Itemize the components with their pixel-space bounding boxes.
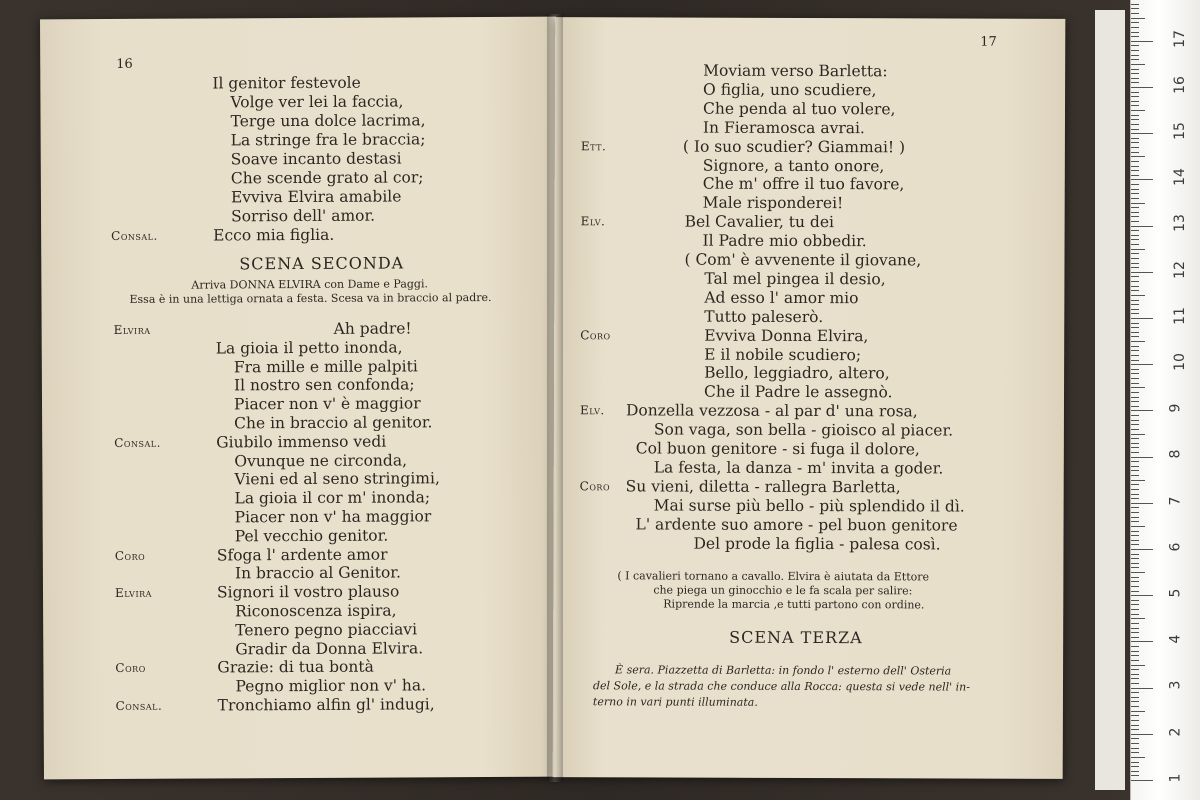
ruler-tick xyxy=(1131,323,1139,324)
verse-line: Riconoscenza ispira, xyxy=(235,601,397,621)
ruler-tick xyxy=(1131,383,1139,384)
ruler-tick xyxy=(1131,674,1139,675)
verse-line: Mai surse più bello - più splendido il dì. xyxy=(653,496,965,516)
ruler-tick xyxy=(1131,424,1139,425)
ruler-tick xyxy=(1131,748,1139,749)
ruler-number: 13 xyxy=(1171,214,1188,233)
ruler-tick xyxy=(1131,660,1139,661)
verse-line: Soave incanto destasi xyxy=(230,149,402,169)
ruler-tick xyxy=(1131,360,1139,361)
verse-line: La festa, la danza - m' invita a goder. xyxy=(653,458,944,478)
verse-line: Che scende grato al cor; xyxy=(230,168,424,188)
ruler-tick xyxy=(1131,336,1139,337)
ruler-tick xyxy=(1131,604,1139,605)
stage-direction: Riprende la marcia ,e tutti partono con ordine. xyxy=(663,597,925,612)
ruler-tick xyxy=(1131,600,1139,601)
verse-line: ( Com' è avvenente il giovane, xyxy=(684,250,922,270)
ruler-number: 8 xyxy=(1167,449,1184,459)
ruler-tick xyxy=(1131,692,1139,693)
ruler-tick xyxy=(1131,216,1139,217)
left-page xyxy=(40,17,560,780)
ruler-tick xyxy=(1131,244,1139,245)
ruler-tick xyxy=(1131,142,1139,143)
verse-line: Su vieni, diletta - rallegra Barletta, xyxy=(625,477,901,497)
ruler-tick xyxy=(1131,59,1139,60)
ruler-tick xyxy=(1131,267,1139,268)
ruler-tick xyxy=(1131,706,1139,707)
ruler-tick xyxy=(1131,591,1139,592)
ruler-tick xyxy=(1131,651,1139,652)
verse-line: Evviva Elvira amabile xyxy=(230,187,402,207)
ruler-tick xyxy=(1131,189,1139,190)
verse-line: Vieni ed al seno stringimi, xyxy=(234,469,440,489)
verse-line: Signori il vostro plauso xyxy=(216,582,400,602)
verse-line: Tutto paleserò. xyxy=(704,307,824,326)
ruler-tick xyxy=(1131,133,1153,134)
ruler-tick xyxy=(1131,614,1139,615)
setting-description: del Sole, e la strada che conduce alla Rocca: questa si vede nell' in- xyxy=(592,679,971,694)
ruler-tick xyxy=(1131,775,1139,776)
ruler-number: 4 xyxy=(1167,634,1184,644)
ruler-tick xyxy=(1131,549,1153,550)
ruler-tick xyxy=(1131,286,1139,287)
ruler-tick xyxy=(1131,577,1139,578)
verse-line: Del prode la figlia - palesa così. xyxy=(693,534,941,553)
ruler-tick xyxy=(1131,563,1139,564)
ruler-tick xyxy=(1131,447,1139,448)
ruler-tick xyxy=(1131,623,1139,624)
page-number-left: 16 xyxy=(116,56,133,72)
stage-direction: Essa è in una lettiga ornata a festa. Scesa va in braccio al padre. xyxy=(129,290,492,306)
ruler-number: 17 xyxy=(1171,29,1188,48)
ruler-tick xyxy=(1131,406,1139,407)
ruler-tick xyxy=(1131,725,1139,726)
ruler-tick xyxy=(1131,669,1139,670)
verse-line: Tal mel pingea il desio, xyxy=(704,269,886,289)
verse-line: Che m' offre il tuo favore, xyxy=(702,175,905,194)
ruler-tick xyxy=(1131,397,1139,398)
ruler-tick xyxy=(1131,138,1139,139)
ruler-tick xyxy=(1131,641,1153,642)
ruler-tick xyxy=(1131,420,1139,421)
ruler-tick xyxy=(1131,78,1139,79)
ruler-tick xyxy=(1131,484,1139,485)
ruler-tick xyxy=(1131,540,1139,541)
speaker-label: Elvira xyxy=(113,322,151,337)
ruler-tick xyxy=(1131,646,1139,647)
ruler-tick xyxy=(1131,64,1145,65)
ruler-tick xyxy=(1131,295,1145,296)
page-number-right: 17 xyxy=(980,34,997,50)
ruler-tick xyxy=(1131,526,1145,527)
ruler-tick xyxy=(1131,69,1139,70)
verse-line: Che il Padre le assegnò. xyxy=(703,382,893,402)
ruler-tick xyxy=(1131,32,1139,33)
verse-line: E il nobile scudiero; xyxy=(704,345,862,364)
stage-direction: Arriva DONNA ELVIRA con Dame e Paggi. xyxy=(191,277,429,292)
ruler-tick xyxy=(1131,129,1139,130)
ruler-tick xyxy=(1131,780,1153,781)
ruler-tick xyxy=(1131,752,1139,753)
ruler-tick xyxy=(1131,105,1139,106)
verse-line: Pegno miglior non v' ha. xyxy=(235,676,427,696)
verse-line: Evviva Donna Elvira, xyxy=(704,326,869,345)
ruler-tick xyxy=(1131,665,1145,666)
ruler-tick xyxy=(1131,628,1139,629)
ruler-tick xyxy=(1131,637,1139,638)
verse-line: Grazie: di tua bontà xyxy=(217,658,374,677)
verse-line: In braccio al Genitor. xyxy=(234,563,401,583)
ruler-tick xyxy=(1131,110,1145,111)
verse-line: Piacer non v' è maggior xyxy=(233,394,421,414)
ruler-tick xyxy=(1131,392,1139,393)
ruler-tick xyxy=(1131,41,1153,42)
ruler-number: 14 xyxy=(1171,168,1188,187)
ruler-tick xyxy=(1131,119,1139,120)
ruler-tick xyxy=(1131,373,1139,374)
ruler-tick xyxy=(1131,470,1139,471)
ruler-tick xyxy=(1131,678,1139,679)
ruler-tick xyxy=(1131,489,1139,490)
ruler-tick xyxy=(1131,715,1139,716)
ruler-tick xyxy=(1131,429,1139,430)
ruler-tick xyxy=(1131,655,1139,656)
verse-line: Donzella vezzosa - al par d' una rosa, xyxy=(625,401,918,421)
verse-line: Il genitor festevole xyxy=(212,73,361,93)
ruler-tick xyxy=(1131,226,1153,227)
ruler-tick xyxy=(1131,364,1153,365)
ruler-tick xyxy=(1131,572,1145,573)
ruler-tick xyxy=(1131,378,1139,379)
ruler-tick xyxy=(1131,175,1139,176)
right-page xyxy=(553,17,1066,779)
ruler-tick xyxy=(1131,124,1139,125)
verse-line: Che penda al tuo volere, xyxy=(702,99,896,119)
verse-line: Volge ver lei la faccia, xyxy=(230,92,404,112)
setting-description: È sera. Piazzetta di Barletta: in fondo l' esterno dell' Osteria xyxy=(615,663,952,678)
verse-line: Male risponderei! xyxy=(702,193,844,213)
verse-line: Piacer non v' ha maggior xyxy=(234,507,432,527)
ruler-tick xyxy=(1131,609,1139,610)
ruler-tick xyxy=(1131,332,1139,333)
verse-line: Il nostro sen confonda; xyxy=(233,375,415,395)
ruler-tick xyxy=(1131,494,1139,495)
speaker-label: Elvira xyxy=(114,585,152,601)
ruler-number: 7 xyxy=(1167,496,1184,506)
ruler-tick xyxy=(1131,697,1139,698)
verse-line: Sorriso dell' amor. xyxy=(231,206,376,226)
measuring-ruler xyxy=(1130,0,1200,800)
ruler-tick xyxy=(1131,22,1139,23)
ruler-tick xyxy=(1131,401,1139,402)
stage-direction: ( I cavalieri tornano a cavallo. Elvira è aiutata da Ettore xyxy=(617,569,930,584)
ruler-tick xyxy=(1131,276,1139,277)
ruler-tick xyxy=(1131,198,1139,199)
verse-line: O figlia, uno scudiere, xyxy=(703,80,877,100)
ruler-tick xyxy=(1131,96,1139,97)
ruler-tick xyxy=(1131,258,1139,259)
ruler-tick xyxy=(1131,221,1139,222)
ruler-tick xyxy=(1131,13,1139,14)
ruler-tick xyxy=(1131,688,1153,689)
ruler-tick xyxy=(1131,115,1139,116)
ruler-tick xyxy=(1131,544,1139,545)
ruler-number: 10 xyxy=(1171,353,1188,371)
verse-line: Il Padre mio obbedir. xyxy=(702,231,867,251)
ruler-tick xyxy=(1131,152,1139,153)
ruler-tick xyxy=(1131,346,1139,347)
ruler-tick xyxy=(1131,170,1139,171)
ruler-tick xyxy=(1131,309,1139,310)
book-gutter xyxy=(547,14,563,782)
ruler-tick xyxy=(1131,166,1139,167)
ruler-tick xyxy=(1131,27,1139,28)
verse-line: Che in braccio al genitor. xyxy=(234,413,433,433)
ruler-tick xyxy=(1131,535,1139,536)
ruler-tick xyxy=(1131,87,1153,88)
verse-line: L' ardente suo amore - pel buon genitore xyxy=(635,514,958,535)
ruler-tick xyxy=(1131,184,1139,185)
ruler-tick xyxy=(1131,766,1139,767)
ruler-tick xyxy=(1131,341,1145,342)
verse-line: Gradir da Donna Elvira. xyxy=(235,638,424,658)
ruler-number: 16 xyxy=(1171,75,1188,94)
scene-heading: SCENA SECONDA xyxy=(239,253,405,274)
speaker-label: Coro xyxy=(114,548,146,563)
speaker-label: Ett. xyxy=(580,138,607,153)
ruler-tick xyxy=(1131,300,1139,301)
speaker-label: Elv. xyxy=(580,214,606,229)
ruler-tick xyxy=(1131,517,1139,518)
speaker-label: Coro xyxy=(115,661,146,676)
verse-line: Tronchiamo alfin gl' indugi, xyxy=(217,695,435,715)
ruler-number: 5 xyxy=(1167,588,1184,598)
verse-line: Tenero pegno piacciavi xyxy=(235,620,418,640)
ruler-tick xyxy=(1131,212,1139,213)
ruler-tick xyxy=(1131,101,1139,102)
ruler-number: 11 xyxy=(1171,306,1188,325)
verse-line: Moviam verso Barletta: xyxy=(703,61,888,81)
ruler-tick xyxy=(1131,503,1153,504)
verse-line: Ecco mia figlia. xyxy=(213,225,335,245)
verse-line: Pel vecchio genitor. xyxy=(234,526,389,546)
verse-line: Bello, leggiadro, altero, xyxy=(704,364,890,383)
ruler-tick xyxy=(1131,711,1145,712)
scene-heading: SCENA TERZA xyxy=(729,627,863,648)
ruler-tick xyxy=(1131,415,1139,416)
ruler-tick xyxy=(1131,304,1139,305)
ruler-tick xyxy=(1131,156,1145,157)
verse-line: ( Io suo scudier? Giammai! ) xyxy=(682,137,906,156)
ruler-tick xyxy=(1131,207,1139,208)
ruler-tick xyxy=(1131,272,1153,273)
ruler-tick xyxy=(1131,581,1139,582)
ruler-tick xyxy=(1131,290,1139,291)
ruler-tick xyxy=(1131,521,1139,522)
ruler-tick xyxy=(1131,771,1139,772)
ruler-tick xyxy=(1131,179,1153,180)
ruler-tick xyxy=(1131,762,1139,763)
verse-line: La stringe fra le braccia; xyxy=(230,130,426,150)
ruler-tick xyxy=(1131,729,1139,730)
setting-description: terno in vari punti illuminata. xyxy=(592,695,758,709)
ruler-tick xyxy=(1131,350,1139,351)
ruler-number: 12 xyxy=(1171,260,1188,279)
speaker-label: Consal. xyxy=(111,228,158,243)
speaker-label: Consal. xyxy=(114,435,161,450)
ruler-tick xyxy=(1131,281,1139,282)
verse-line: Sfoga l' ardente amor xyxy=(216,545,388,565)
ruler-tick xyxy=(1131,45,1139,46)
verse-line: Signore, a tanto onore, xyxy=(702,156,885,175)
ruler-tick xyxy=(1131,387,1145,388)
ruler-tick xyxy=(1131,369,1139,370)
ruler-tick xyxy=(1131,595,1153,596)
ruler-tick xyxy=(1131,438,1139,439)
ruler-tick xyxy=(1131,73,1139,74)
verse-line: Terge una dolce lacrima, xyxy=(230,111,426,131)
ruler-tick xyxy=(1131,263,1139,264)
speaker-label: Coro xyxy=(580,327,611,342)
ruler-number: 9 xyxy=(1167,403,1184,413)
verse-line: Ah padre! xyxy=(333,319,412,338)
ruler-tick xyxy=(1131,507,1139,508)
ruler-tick xyxy=(1131,443,1139,444)
ruler-tick xyxy=(1131,512,1139,513)
verse-line: La gioia il petto inonda, xyxy=(215,338,403,358)
ruler-tick xyxy=(1131,410,1153,411)
ruler-tick xyxy=(1131,147,1139,148)
ruler-number: 1 xyxy=(1167,773,1184,783)
ruler-tick xyxy=(1131,475,1139,476)
ruler-tick xyxy=(1131,457,1153,458)
ruler-tick xyxy=(1131,235,1139,236)
ruler-tick xyxy=(1131,82,1139,83)
ruler-tick xyxy=(1131,50,1139,51)
verse-line: Ad esso l' amor mio xyxy=(704,288,859,307)
ruler-number: 3 xyxy=(1167,680,1184,690)
backing-sheet xyxy=(1095,10,1125,790)
ruler-tick xyxy=(1131,461,1139,462)
speaker-label: Elv. xyxy=(579,403,605,418)
ruler-tick xyxy=(1131,4,1139,5)
verse-line: Giubilo immenso vedi xyxy=(216,432,387,452)
ruler-tick xyxy=(1131,161,1139,162)
verse-line: Bel Cavalier, tu dei xyxy=(684,212,835,232)
ruler-tick xyxy=(1131,683,1139,684)
ruler-tick xyxy=(1131,567,1139,568)
ruler-tick xyxy=(1131,18,1145,19)
ruler-tick xyxy=(1131,239,1139,240)
ruler-tick xyxy=(1131,618,1145,619)
ruler-tick xyxy=(1131,531,1139,532)
ruler-tick xyxy=(1131,480,1145,481)
ruler-number: 2 xyxy=(1167,727,1184,737)
ruler-tick xyxy=(1131,193,1139,194)
ruler-tick xyxy=(1131,203,1145,204)
verse-line: Ovunque ne circonda, xyxy=(234,451,408,470)
ruler-number: 15 xyxy=(1171,122,1188,140)
verse-line: Col buon genitore - si fuga il dolore, xyxy=(635,439,920,459)
speaker-label: Coro xyxy=(579,478,611,494)
verse-line: La gioia il cor m' inonda; xyxy=(234,488,431,508)
ruler-tick xyxy=(1131,434,1145,435)
ruler-tick xyxy=(1131,92,1139,93)
ruler-tick xyxy=(1131,734,1153,735)
ruler-tick xyxy=(1131,701,1139,702)
ruler-tick xyxy=(1131,743,1139,744)
ruler-tick xyxy=(1131,253,1139,254)
ruler-tick xyxy=(1131,36,1139,37)
ruler-tick xyxy=(1131,466,1139,467)
ruler-tick xyxy=(1131,586,1139,587)
ruler-tick xyxy=(1131,720,1139,721)
ruler-tick xyxy=(1131,554,1139,555)
speaker-label: Consal. xyxy=(115,698,163,713)
ruler-tick xyxy=(1131,327,1139,328)
verse-line: Fra mille e mille palpiti xyxy=(233,356,418,376)
ruler-tick xyxy=(1131,498,1139,499)
verse-line: In Fieramosca avrai. xyxy=(702,118,865,137)
ruler-tick xyxy=(1131,55,1139,56)
ruler-tick xyxy=(1131,558,1139,559)
ruler-tick xyxy=(1131,318,1153,319)
ruler-tick xyxy=(1131,452,1139,453)
ruler-tick xyxy=(1131,313,1139,314)
ruler-tick xyxy=(1131,632,1139,633)
ruler-number: 6 xyxy=(1167,542,1184,552)
ruler-tick xyxy=(1131,355,1139,356)
ruler-tick xyxy=(1131,738,1139,739)
ruler-tick xyxy=(1131,249,1145,250)
ruler-tick xyxy=(1131,230,1139,231)
ruler-tick xyxy=(1131,757,1145,758)
ruler-tick xyxy=(1131,8,1139,9)
stage-direction: che piega un ginocchio e le fa scala per salire: xyxy=(653,583,913,598)
verse-line: Son vaga, son bella - gioisco al piacer. xyxy=(653,420,954,440)
